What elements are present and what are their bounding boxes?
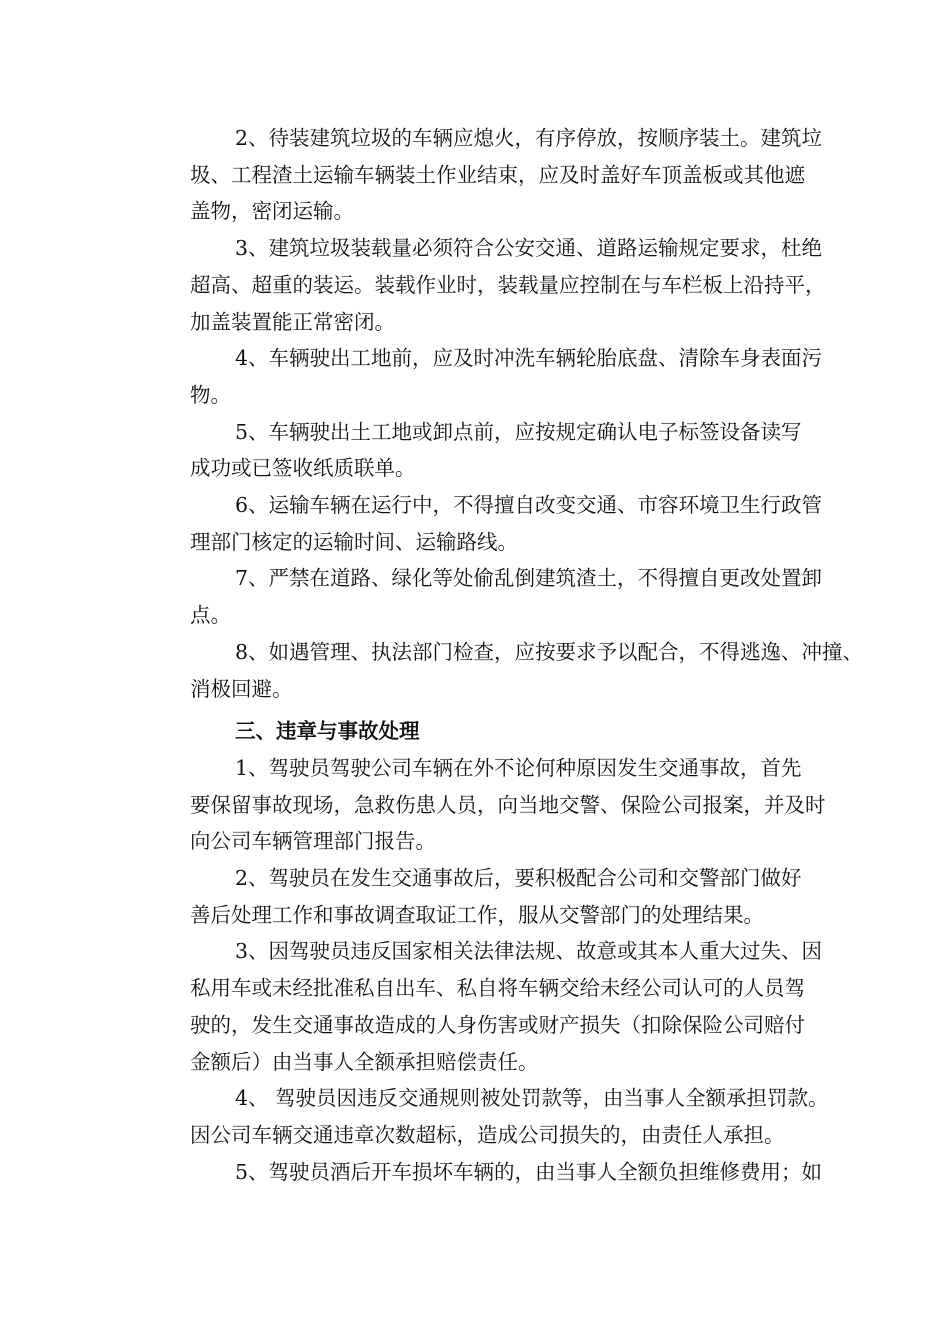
document-page (145, 120, 864, 1190)
paragraph-item-3 (145, 230, 826, 340)
paragraph-item-5 (145, 414, 807, 487)
text-line: 驶的，发生交通事故造成的人身伤害或财产损失（扣除保险公司赔付 (190, 1012, 805, 1037)
text-line: 5、车辆驶出土工地或卸点前，应按规定确认电子标签设备读写 (235, 419, 802, 444)
text-line: 4、车辆驶出工地前，应及时冲洗车辆轮胎底盘、清除车身表面污 (235, 346, 823, 371)
paragraph-item-2 (145, 120, 823, 230)
text-line: 超高、超重的装运。装载作业时，装载量应控制在与车栏板上沿持平， (190, 272, 826, 297)
paragraph-item-7 (145, 560, 823, 633)
text-line: 6、运输车辆在运行中，不得擅自改变交通、市容环境卫生行政管 (235, 493, 823, 518)
text-line: 3、建筑垃圾装载量必须符合公安交通、道路运输规定要求，杜绝 (235, 236, 823, 261)
text-line: 加盖装置能正常密闭。 (190, 309, 395, 334)
text-line: 要保留事故现场，急救伤患人员，向当地交警、保险公司报案，并及时 (190, 792, 826, 817)
paragraph-accident-1 (145, 750, 826, 860)
paragraph-item-4 (145, 340, 823, 413)
paragraph-item-8 (145, 634, 864, 707)
text-line: 8、如遇管理、执法部门检查，应按要求予以配合，不得逃逸、冲撞、 (235, 639, 864, 664)
text-line: 金额后）由当事人全额承担赔偿责任。 (190, 1049, 539, 1074)
text-line: 2、驾驶员在发生交通事故后，要积极配合公司和交警部门做好 (235, 866, 802, 891)
text-line: 4、 驾驶员因违反交通规则被处罚款等，由当事人全额承担罚款。 (235, 1086, 829, 1111)
paragraph-accident-5 (145, 1154, 823, 1191)
text-line: 7、严禁在道路、绿化等处偷乱倒建筑渣土，不得擅自更改处置卸 (235, 566, 823, 591)
text-line: 消极回避。 (190, 676, 293, 701)
text-line: 物。 (190, 382, 231, 407)
text-line: 点。 (190, 603, 231, 628)
paragraph-item-6 (145, 487, 823, 560)
paragraph-accident-2 (145, 860, 807, 933)
text-line: 3、因驾驶员违反国家相关法律法规、故意或其本人重大过失、因 (235, 939, 823, 964)
text-line: 1、驾驶员驾驶公司车辆在外不论何种原因发生交通事故，首先 (235, 755, 802, 780)
text-line: 理部门核定的运输时间、运输路线。 (190, 529, 518, 554)
paragraph-accident-3 (145, 933, 823, 1080)
text-line: 善后处理工作和事故调查取证工作，服从交警部门的处理结果。 (190, 902, 764, 927)
text-line: 5、驾驶员酒后开车损坏车辆的，由当事人全额负担维修费用；如 (235, 1159, 823, 1184)
paragraph-accident-4 (145, 1080, 829, 1153)
text-line: 因公司车辆交通违章次数超标，造成公司损失的，由责任人承担。 (190, 1122, 785, 1147)
text-line: 盖物，密闭运输。 (190, 199, 354, 224)
text-line: 2、待装建筑垃圾的车辆应熄火，有序停放，按顺序装土。建筑垃 (235, 126, 823, 150)
text-line: 私用车或未经批准私自出车、私自将车辆交给未经公司认可的人员驾 (190, 976, 805, 1001)
text-line: 圾、工程渣土运输车辆装土作业结束，应及时盖好车顶盖板或其他遮 (190, 162, 805, 187)
section-heading-text: 三、违章与事故处理 (235, 719, 420, 744)
text-line: 向公司车辆管理部门报告。 (190, 829, 436, 854)
text-line: 成功或已签收纸质联单。 (190, 456, 416, 481)
section-heading (145, 713, 807, 750)
